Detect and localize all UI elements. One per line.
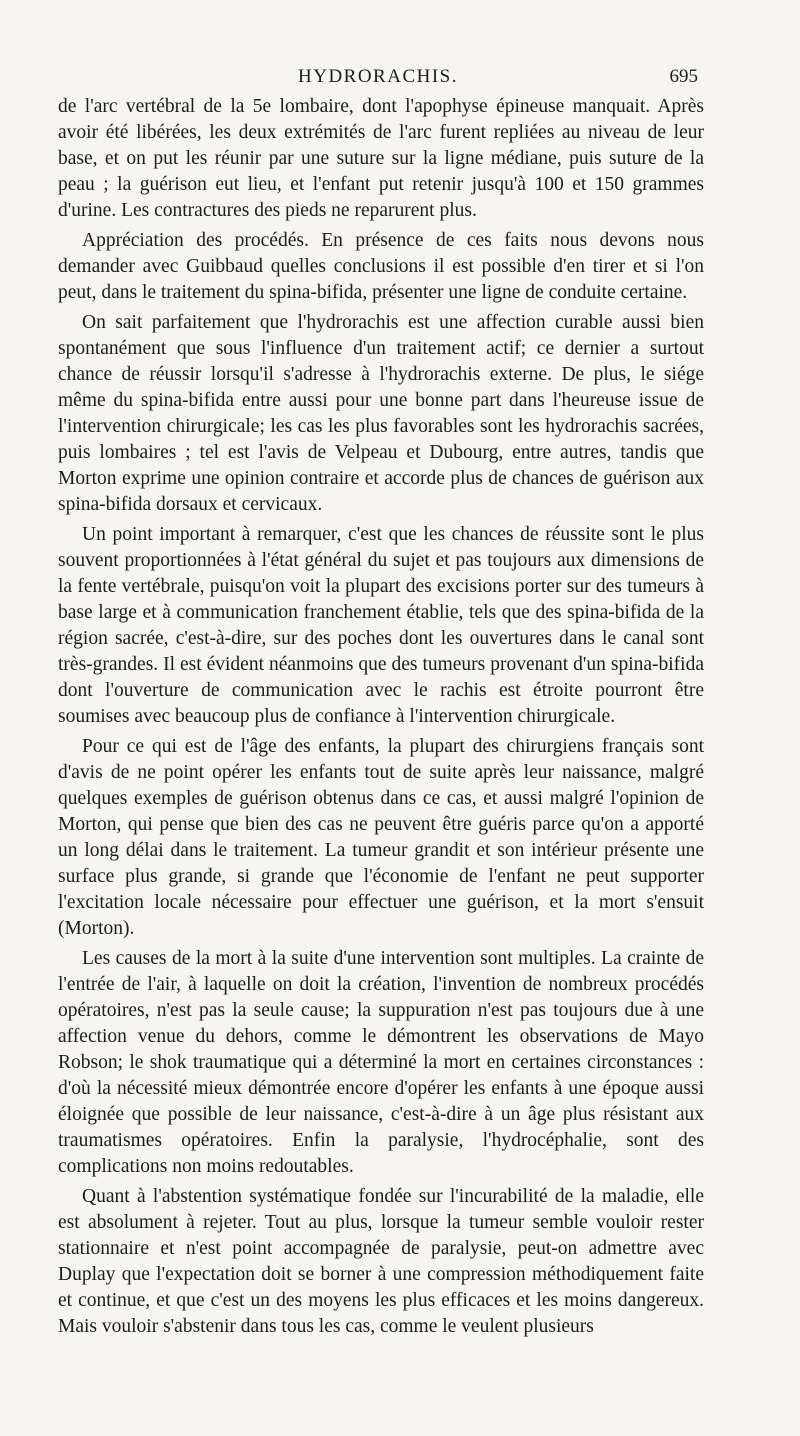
paragraph: de l'arc vertébral de la 5e lombaire, dont l'apophyse épineuse manquait. Après avoir été libérées, les deux extrémités de l'arc furent repliées au niveau de leur base, et on put les réunir par une suture sur la ligne médiane, puis suture de la peau ; la guérison eut lieu, et l'enfant put retenir jusqu'à 100 et 150 grammes d'urine. Les contractures des pieds ne reparurent plus.	[58, 96, 704, 221]
paragraph: On sait parfaitement que l'hydrorachis est une affection curable aussi bien spontanément que sous l'influence d'un traitement actif; ce dernier a surtout chance de réussir lorsqu'il s'adresse à l'hydrorachis externe. De plus, le siége même du spina-bifida entre aussi pour une bonne part dans l'heureuse issue de l'intervention chirurgicale; les cas les plus favorables sont les hydrorachis sacrées, puis lombaires ; tel est l'avis de Velpeau et Dubourg, entre autres, tandis que Morton exprime une opinion contraire et accorde plus de chances de guérison aux spina-bifida dorsaux et cervicaux.	[58, 312, 704, 515]
page-header	[58, 66, 698, 92]
paragraph: Quant à l'abstention systématique fondée sur l'incurabilité de la maladie, elle est absolument à rejeter. Tout au plus, lorsque la tumeur semble vouloir rester stationnaire et n'est point accompagnée de paralysie, peut-on admettre avec Duplay que l'expectation doit se borner à une compression méthodiquement faite et continue, et que c'est un des moyens les plus efficaces et les moins dangereux. Mais vouloir s'abstenir dans tous les cas, comme le veulent plusieurs	[58, 1186, 704, 1337]
running-title: HYDRORACHIS.	[298, 66, 458, 87]
paragraph: Pour ce qui est de l'âge des enfants, la plupart des chirurgiens français sont d'avis de ne point opérer les enfants tout de suite après leur naissance, malgré quelques exemples de guérison obtenus dans ce cas, et aussi malgré l'opinion de Morton, qui pense que bien des cas ne peuvent être guéris parce qu'on a apporté un long délai dans le traitement. La tumeur grandit et son intérieur présente une surface plus grande, si grande que l'économie de l'enfant ne peut supporter l'excitation locale nécessaire pour effectuer une guérison, et la mort s'ensuit (Morton).	[58, 736, 704, 939]
paragraph: Un point important à remarquer, c'est que les chances de réussite sont le plus souvent proportionnées à l'état général du sujet et pas toujours aux dimensions de la fente vertébrale, puisqu'on voit la plupart des excisions porter sur des tumeurs à base large et à communication franchement établie, tels que des spina-bifida de la région sacrée, c'est-à-dire, sur des poches dont les ouvertures dans le canal sont très-grandes. Il est évident néanmoins que des tumeurs provenant d'un spina-bifida dont l'ouverture de communication avec le rachis est étroite pourront être soumises avec beaucoup plus de confiance à l'intervention chirurgicale.	[58, 524, 704, 727]
paragraph: Les causes de la mort à la suite d'une intervention sont multiples. La crainte de l'entrée de l'air, à laquelle on doit la création, l'invention de nombreux procédés opératoires, n'est pas la seule cause; la suppuration n'est pas toujours due à une affection venue du dehors, comme le démontrent les observations de Mayo Robson; le shok traumatique qui a déterminé la mort en certaines circonstances : d'où la nécessité mieux démontrée encore d'opérer les enfants à une époque aussi éloignée que possible de leur naissance, c'est-à-dire à un âge plus résistant aux traumatismes opératoires. Enfin la paralysie, l'hydrocéphalie, sont des complications non moins redoutables.	[58, 948, 704, 1177]
page-number: 695	[669, 66, 698, 87]
paragraph: Appréciation des procédés. En présence de ces faits nous devons nous demander avec Guibbaud quelles conclusions il est possible d'en tirer et si l'on peut, dans le traitement du spina-bifida, présenter une ligne de conduite certaine.	[58, 230, 704, 303]
body-text	[58, 94, 704, 1344]
